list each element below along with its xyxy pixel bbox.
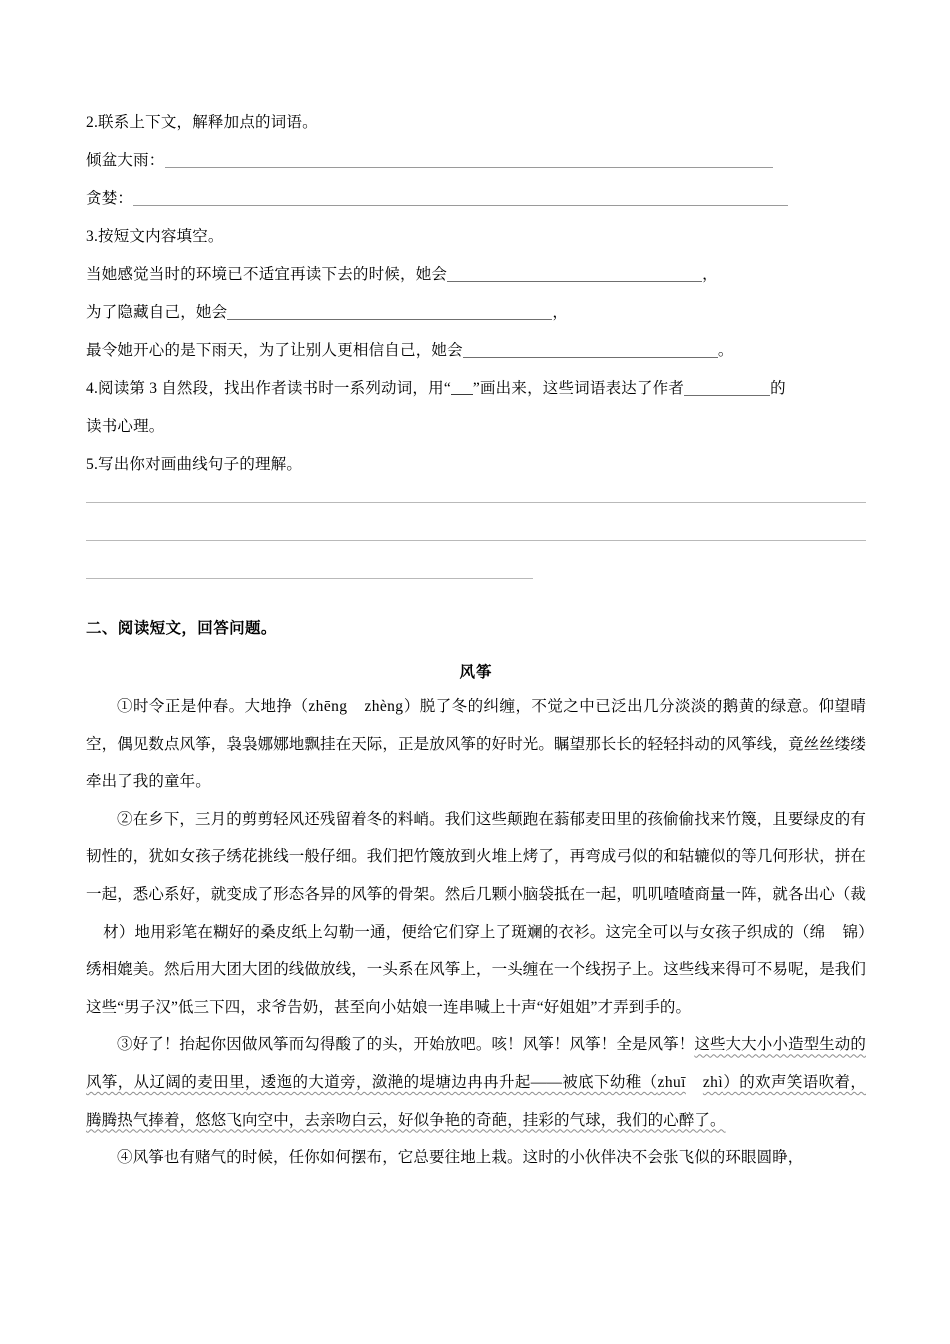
question-3-item-1 [86,256,866,294]
question-2-item-2 [86,180,866,218]
paragraph-marker-3: ③ [117,1036,133,1054]
question-3-item-3 [86,332,866,370]
paragraph-text-2a: 在乡下，三月的剪剪轻风还残留着冬的料峭。我们这些颠跑在蓊郁麦田里的孩偷偷找来竹篾，且要绿皮的有韧性的，犹如女孩子绣花挑线一般仔细。我们把竹篾放到火堆上烤了，再弯成弓似的和轱辘似的等几何形状，拼在一起，悉心系好，就变成了形态各异的风筝的骨架。然后几颗小脑袋抵在一起，叽叽喳喳商量一阵，就各出心（裁 [86,810,867,903]
paragraph-text-3a: 好了！抬起你因做风筝而勾得酸了的头，开始放吧。咳！风筝！风筝！全是风筝！ [132,1036,695,1054]
answer-blank-qingpen[interactable] [165,151,773,168]
question-3-lead-3: 最令她开心的是下雨天，为了让别人更相信自己，她会 [86,342,463,359]
question-4-line-2: 读书心理。 [86,418,165,435]
paragraph-text-2b: 材）地用彩笔在糊好的桑皮纸上勾勒一通，便给它们穿上了斑斓的衣衫。这完全可以与女孩子织成的（绵 [103,923,826,941]
question-3-item-2 [86,294,866,332]
answer-blank-q3-2[interactable] [227,304,552,320]
passage-paragraph-2 [86,801,866,1027]
section-two-heading: 二、阅读短文，回答问题。 [86,620,277,637]
paragraph-text-2c: 锦）绣相媲美。然后用大团大团的线做放线，一头系在风筝上，一头缠在一个线拐子上。这些线来得可不易呢，是我们这些“男子汉”低三下四，求爷告奶，甚至向小姑娘一连串喊上十声“好姐姐”才弄到手的。 [86,923,867,1016]
question-4-text-part-3: 的 [770,380,786,397]
passage-paragraph-3 [86,1026,866,1139]
reading-passage [86,658,866,1177]
question-5-answer-area [86,502,866,579]
question-2-term-1: 倾盆大雨： [86,152,165,169]
answer-blank-q3-1[interactable] [447,266,702,282]
answer-rule-line-1[interactable] [86,502,866,503]
paragraph-text-4a: 风筝也有赌气的时候，任你如何摆布，它总要往地上栽。这时的小伙伴决不会张飞似的环眼圆睁， [132,1149,804,1167]
wavy-underlined-sentence-part-1: 这些大大小小造型生动的风筝，从辽阔的麦田里，逶迤的大道旁，潋滟的堤塘边冉冉升起——被底下幼稚（ [86,1036,866,1091]
pinyin-zheng-4: zhèng [364,698,404,715]
pinyin-zhi: zhì [702,1073,724,1091]
paragraph-marker-1: ① [117,698,133,715]
wavy-underlined-sentence-part-2: ）的欢声笑语吹着，腾腾热气捧着，悠悠飞向空中，去亲吻白云，好似争艳的奇葩，挂彩的气球，我们的心醉了。 [86,1073,866,1129]
paragraph-marker-2: ② [117,810,133,828]
paragraph-text-1b: ）脱了冬的纠缠，不觉之中已泛出几分淡淡的鹅黄的绿意。仰望晴空，偶见数点风筝，袅袅娜娜地飘挂在天际，正是放风筝的好时光。瞩望那长长的轻轻抖动的风筝线，竟丝丝缕缕牵出了我的童年。 [86,698,867,791]
question-3-tail-1: ， [702,266,718,283]
pinyin-zhui: zhuī [657,1073,686,1091]
question-2-prompt: 2.联系上下文，解释加点的词语。 [86,114,318,131]
passage-title: 风筝 [459,664,493,681]
question-3-tail-3: 。 [717,342,734,359]
passage-paragraph-1 [86,688,866,801]
underline-mark-icon [451,381,473,395]
page-content [86,104,866,1177]
paragraph-marker-4: ④ [117,1149,133,1167]
question-2-term-2: 贪婪： [86,190,134,207]
question-5-prompt: 5.写出你对画曲线句子的理解。 [86,456,303,473]
answer-blank-q4[interactable] [684,380,770,396]
answer-blank-q3-3[interactable] [463,342,718,358]
pinyin-zheng-1: zhēng [308,698,348,715]
passage-paragraph-4 [86,1139,866,1177]
answer-blank-tanlan[interactable] [133,189,788,206]
question-3-lead-1: 当她感觉当时的环境已不适宜再读下去的时候，她会 [86,266,448,283]
question-2-item-1 [86,142,866,180]
question-4-line-1 [86,370,866,408]
answer-rule-line-3[interactable] [86,578,533,579]
question-4-text-part-2: ”画出来，这些词语表达了作者 [472,380,685,397]
question-3-tail-2: ， [552,304,569,321]
question-3-prompt: 3.按短文内容填空。 [86,228,224,245]
answer-rule-line-2[interactable] [86,540,866,541]
question-3-lead-2: 为了隐藏自己，她会 [86,304,228,321]
question-4-text-part-1: 4.阅读第 3 自然段，找出作者读书时一系列动词，用“ [86,380,451,397]
paragraph-text-1a: 时令正是仲春。大地挣（ [132,698,309,715]
